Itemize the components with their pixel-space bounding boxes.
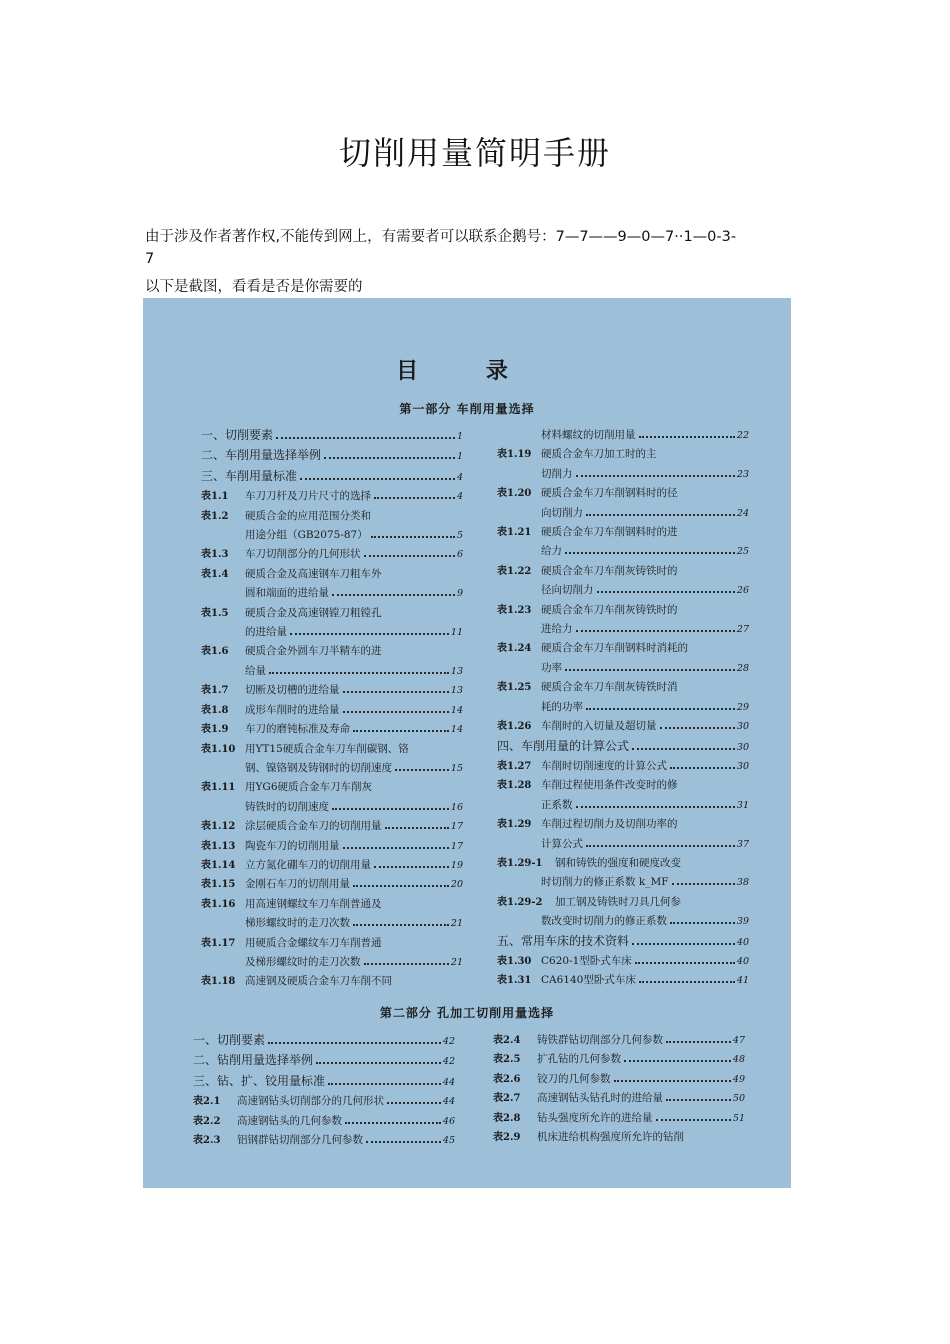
toc-entry [201, 914, 463, 933]
toc-entry [201, 584, 463, 603]
toc-leader-dots [374, 497, 455, 499]
toc-leader-dots [364, 963, 449, 965]
toc-entry [201, 817, 463, 836]
part2-heading: 第二部分 孔加工切削用量选择 [379, 1006, 555, 1020]
toc-entry-label: 表2.2 [193, 1115, 221, 1127]
toc-page-number: 14 [450, 724, 463, 736]
toc-entry [201, 778, 463, 797]
toc-entry [201, 623, 463, 642]
toc-entry-label: 表2.8 [493, 1112, 521, 1124]
toc-page-number: 41 [736, 975, 749, 987]
toc-entry-title: 车削过程切削力及切削功率的 [541, 818, 678, 831]
toc-entry [201, 701, 463, 720]
toc-entry [497, 542, 749, 561]
toc-entry-title: 硬质合金车刀车削钢料时的进 [541, 526, 678, 539]
toc-page-number: 20 [450, 879, 463, 891]
part1-heading: 第一部分 车削用量选择 [399, 402, 535, 416]
toc-entry-label: 表1.7 [201, 685, 229, 697]
toc-entry [497, 523, 749, 542]
toc-entry-title: 扩孔钻的几何参数 [537, 1053, 621, 1066]
part2-left-column [193, 1031, 455, 1150]
toc-entry [497, 796, 749, 815]
toc-entry-title: CA6140型卧式车床 [541, 974, 636, 987]
toc-leader-dots [343, 711, 449, 713]
toc-page-number: 22 [736, 430, 749, 441]
toc-entry-label: 表1.2 [201, 510, 229, 522]
toc-leader-dots [666, 1041, 731, 1043]
toc-entry-title: 硬质合金车刀加工时的主 [541, 448, 657, 461]
toc-page-number: 26 [736, 585, 749, 597]
toc-entry-title: 三、车削用量标准 [201, 468, 298, 483]
toc-page-number: 39 [736, 916, 749, 928]
toc-entry [201, 604, 463, 623]
toc-entry [497, 639, 749, 658]
toc-page-number: 6 [456, 549, 463, 561]
toc-leader-dots [639, 436, 735, 438]
toc-entry-title: 硬质合金车刀车削灰铸铁时消 [541, 681, 678, 694]
toc-entry [493, 1050, 745, 1069]
toc-leader-dots [632, 748, 735, 750]
toc-leader-dots [332, 594, 455, 596]
contact-text: 由于涉及作者著作权,不能传到网上，有需要者可以联系企鹅号：7—7——9—0—7··1—0-3- [145, 229, 737, 245]
toc-entry-title: 硬质合金的应用范围分类和 [245, 509, 371, 522]
toc-entry [497, 835, 749, 854]
toc-entry-title: 径向切削力 [541, 584, 594, 597]
toc-page-number: 17 [450, 821, 463, 833]
toc-entry-title: 高速钢钻头钻孔时的进给量 [537, 1092, 663, 1105]
toc-entry-label: 表1.19 [497, 449, 532, 461]
toc-entry-title: 铰刀的几何参数 [537, 1072, 611, 1085]
toc-entry-title: 钻头强度所允许的进给量 [537, 1111, 653, 1124]
toc-page-number: 25 [736, 546, 749, 558]
toc-entry [201, 487, 463, 506]
toc-entry-title: C620-1型卧式车床 [541, 954, 632, 967]
toc-entry-title: 用YG6硬质合金车刀车削灰 [245, 781, 372, 794]
toc-entry [493, 1089, 745, 1108]
toc-leader-dots [343, 847, 449, 849]
toc-entry [497, 484, 749, 503]
toc-entry-title: 硬质合金车刀车削钢料时的径 [541, 487, 678, 500]
toc-page-number: 30 [736, 721, 749, 733]
toc-page-number: 21 [450, 918, 463, 930]
toc-leader-dots [385, 827, 449, 829]
toc-entry [193, 1051, 455, 1071]
toc-page-number: 17 [450, 840, 463, 852]
toc-page-number: 9 [456, 588, 463, 600]
toc-entry-title: 涂层硬质合金车刀的切削用量 [245, 820, 382, 833]
toc-entry-title: 车削时切削速度的计算公式 [541, 759, 667, 772]
toc-page-number: 4 [456, 491, 463, 503]
toc-entry-title: 硬质合金外圆车刀半精车的进 [245, 645, 382, 658]
toc-entry-label: 表1.14 [201, 859, 236, 871]
toc-entry-title: 金刚石车刀的切削用量 [245, 878, 350, 891]
toc-entry [497, 971, 749, 990]
toc-entry [497, 620, 749, 639]
toc-leader-dots [565, 669, 735, 671]
toc-page-number: 19 [450, 859, 463, 871]
intro-text: 以下是截图，看看是否是你需要的 [145, 279, 363, 295]
toc-entry-title: 加工钢及铸铁时刀具几何参 [555, 895, 681, 908]
toc-entry-title: 车刀的磨钝标准及寿命 [245, 723, 350, 736]
toc-page-number: 13 [450, 685, 463, 697]
toc-entry [201, 545, 463, 564]
toc-entry-label: 表1.9 [201, 724, 229, 736]
toc-entry-title: 车削时的入切量及超切量 [541, 720, 657, 733]
toc-page-number: 27 [736, 624, 749, 636]
toc-entry-title: 切断及切槽的进给量 [245, 684, 340, 697]
toc-entry [497, 678, 749, 697]
toc-entry-label: 表1.29-2 [497, 896, 543, 908]
toc-leader-dots [565, 552, 735, 554]
toc-entry-label: 表1.15 [201, 879, 236, 891]
toc-leader-dots [576, 475, 735, 477]
toc-leader-dots [670, 767, 735, 769]
toc-page-number: 14 [450, 704, 463, 716]
toc-entry-label: 表1.4 [201, 568, 229, 580]
toc-entry-label: 表2.4 [493, 1035, 521, 1046]
toc-entry-title: 计算公式 [541, 837, 583, 850]
toc-entry [497, 426, 749, 445]
toc-entry-title: 硬质合金及高速钢车刀粗车外 [245, 567, 382, 580]
toc-entry [201, 526, 463, 545]
toc-entry [201, 681, 463, 700]
toc-entry-title: 进给力 [541, 623, 573, 636]
toc-leader-dots [300, 478, 455, 480]
toc-entry [497, 659, 749, 678]
toc-leader-dots [656, 1119, 731, 1121]
toc-entry-title: 硬质合金车刀车削灰铸铁时的 [541, 564, 678, 577]
toc-leader-dots [387, 1102, 441, 1104]
toc-page-number: 42 [442, 1036, 455, 1047]
toc-entry [497, 562, 749, 581]
part2-right-column [493, 1031, 745, 1147]
toc-entry [497, 893, 749, 912]
toc-leader-dots [586, 708, 735, 710]
toc-entry-title: 梯形螺纹时的走刀次数 [245, 917, 350, 930]
toc-entry-title: 成形车削时的进给量 [245, 703, 340, 716]
toc-page-number: 30 [736, 760, 749, 772]
toc-entry [497, 815, 749, 834]
toc-page-number: 44 [442, 1076, 455, 1088]
toc-entry-title: 二、钻削用量选择举例 [193, 1053, 314, 1068]
toc-entry [201, 507, 463, 526]
toc-page-number: 49 [732, 1073, 745, 1085]
toc-entry-label: 表1.29-1 [497, 857, 543, 869]
toc-page-number: 44 [442, 1096, 455, 1108]
toc-entry-label: 表1.24 [497, 643, 532, 655]
toc-leader-dots [624, 1060, 731, 1062]
toc-entry [201, 759, 463, 778]
toc-entry-title: 二、车削用量选择举例 [201, 448, 322, 463]
toc-page-number: 4 [456, 471, 463, 483]
toc-page-number: 38 [736, 877, 749, 889]
toc-entry-label: 表1.22 [497, 565, 532, 577]
toc-entry [497, 776, 749, 795]
toc-entry [201, 837, 463, 856]
toc-leader-dots [635, 962, 735, 964]
toc-entry [201, 642, 463, 661]
toc-entry-title: 切削力 [541, 467, 573, 480]
toc-entry-label: 表1.6 [201, 646, 229, 658]
toc-entry-title: 铸铁时的切削速度 [245, 800, 329, 813]
toc-entry-label: 表2.3 [193, 1135, 221, 1147]
toc-leader-dots [632, 943, 735, 945]
toc-entry [201, 426, 463, 446]
toc-entry-title: 给力 [541, 545, 562, 558]
toc-leader-dots [586, 845, 735, 847]
toc-leader-dots [353, 924, 449, 926]
toc-leader-dots [269, 672, 449, 674]
toc-entry-title: 用YT15硬质合金车刀车削碳钢、铬 [245, 742, 409, 755]
toc-page-number: 30 [736, 741, 749, 753]
toc-leader-dots [328, 1083, 441, 1085]
toc-leader-dots [639, 981, 735, 983]
toc-page-number: 1 [456, 451, 463, 463]
toc-entry-label: 表2.7 [493, 1093, 521, 1105]
toc-entry-title: 用高速钢螺纹车刀车削普通及 [245, 897, 382, 910]
toc-entry-title: 用途分组（GB2075-87） [245, 529, 368, 542]
toc-entry-title: 及梯形螺纹时的走刀次数 [245, 955, 361, 968]
toc-entry [193, 1092, 455, 1111]
table-of-contents-scan [143, 298, 791, 1188]
toc-entry-title: 功率 [541, 661, 562, 674]
toc-entry-title: 一、切削要素 [193, 1033, 266, 1047]
toc-entry-title: 数改变时切削力的修正系数 [541, 915, 667, 928]
toc-entry-label: 表1.31 [497, 975, 532, 987]
toc-entry [497, 465, 749, 484]
part1-left-column [201, 426, 463, 992]
toc-page-number: 21 [450, 956, 463, 968]
toc-heading: 目 录 [396, 358, 538, 384]
toc-page-number: 5 [456, 530, 463, 542]
toc-leader-dots [353, 885, 449, 887]
toc-entry-title: 钢、镍铬钢及铸钢时的切削速度 [245, 761, 392, 774]
toc-entry-title: 材料螺纹的切削用量 [541, 429, 636, 441]
toc-entry [493, 1031, 745, 1050]
toc-entry [497, 504, 749, 523]
toc-leader-dots [660, 727, 735, 729]
toc-entry-label: 表2.1 [193, 1096, 221, 1108]
toc-leader-dots [290, 633, 449, 635]
toc-entry-title: 机床进给机构强度所允许的钻削 [537, 1131, 684, 1144]
toc-entry [497, 717, 749, 736]
toc-entry-label: 表1.23 [497, 604, 532, 616]
toc-entry [497, 757, 749, 776]
toc-entry [201, 856, 463, 875]
toc-entry-label: 表1.26 [497, 721, 532, 733]
toc-entry-label: 表1.18 [201, 976, 236, 988]
toc-entry [493, 1109, 745, 1128]
toc-entry-label: 表1.10 [201, 743, 236, 755]
toc-page-number: 37 [736, 838, 749, 850]
toc-leader-dots [364, 555, 455, 557]
toc-entry [497, 601, 749, 620]
toc-page-number: 28 [736, 662, 749, 674]
toc-page-number: 13 [450, 665, 463, 677]
toc-page-number: 47 [732, 1035, 745, 1046]
toc-entry-title: 正系数 [541, 798, 573, 811]
toc-leader-dots [374, 866, 449, 868]
toc-leader-dots [666, 1099, 731, 1101]
toc-entry [201, 953, 463, 972]
toc-page-number: 11 [450, 627, 463, 639]
toc-entry-label: 表1.29 [497, 819, 532, 831]
toc-entry-label: 表1.27 [497, 760, 532, 772]
toc-entry-title: 耗的功率 [541, 700, 583, 713]
toc-entry-title: 硬质合金车刀车削灰铸铁时的 [541, 603, 678, 616]
toc-leader-dots [343, 691, 449, 693]
toc-entry-label: 表1.28 [497, 780, 532, 792]
toc-entry-title: 硬质合金及高速钢镗刀粗镗孔 [245, 606, 382, 619]
toc-entry [201, 740, 463, 759]
toc-entry [497, 854, 749, 873]
toc-entry [493, 1128, 745, 1147]
document-title: 切削用量简明手册 [338, 134, 611, 172]
toc-leader-dots [576, 806, 735, 808]
toc-entry-label: 表1.5 [201, 607, 229, 619]
toc-entry [497, 952, 749, 971]
toc-entry [201, 565, 463, 584]
toc-entry [201, 446, 463, 466]
toc-entry [493, 1070, 745, 1089]
toc-entry-label: 表1.25 [497, 682, 532, 694]
toc-entry [497, 445, 749, 464]
toc-entry-title: 三、钻、扩、铰用量标准 [193, 1073, 326, 1088]
toc-entry-title: 四、车削用量的计算公式 [497, 738, 630, 753]
toc-entry-label: 表1.21 [497, 527, 532, 539]
toc-entry [201, 875, 463, 894]
toc-entry [193, 1112, 455, 1131]
toc-entry [201, 934, 463, 953]
toc-entry [497, 873, 749, 892]
toc-entry [193, 1031, 455, 1051]
toc-entry-title: 高速钢钻头的几何参数 [237, 1114, 342, 1127]
toc-entry-title: 铸铁群钻切削部分几何参数 [537, 1034, 663, 1046]
toc-page-number: 50 [732, 1093, 745, 1105]
toc-entry-label: 表1.16 [201, 898, 236, 910]
toc-leader-dots [366, 1141, 441, 1143]
toc-entry-label: 表2.6 [493, 1073, 521, 1085]
toc-entry-title: 硬质合金车刀车削钢料时消耗的 [541, 642, 688, 655]
toc-entry-title: 车削过程使用条件改变时的修 [541, 779, 678, 792]
toc-entry [201, 895, 463, 914]
toc-leader-dots [353, 730, 449, 732]
toc-page-number: 15 [450, 762, 463, 774]
contact-text-continued: 7 [145, 251, 155, 267]
toc-entry-label: 表1.1 [201, 491, 229, 503]
toc-entry-label: 表2.5 [493, 1054, 521, 1066]
toc-leader-dots [371, 536, 455, 538]
toc-entry-title: 时切削力的修正系数 k_MF [541, 876, 669, 889]
toc-entry-title: 五、常用车床的技术资料 [497, 933, 630, 948]
toc-entry-label: 表1.30 [497, 955, 532, 967]
toc-entry [201, 662, 463, 681]
toc-entry-label: 表1.8 [201, 704, 229, 716]
toc-entry [193, 1072, 455, 1092]
toc-entry-title: 陶瓷车刀的切削用量 [245, 839, 340, 852]
toc-entry-title: 高速钢及硬质合金车刀车削不同 [245, 975, 392, 988]
toc-entry-title: 的进给量 [245, 626, 287, 639]
toc-entry-title: 一、切削要素 [201, 428, 274, 442]
toc-leader-dots [324, 457, 455, 459]
toc-entry-label: 表2.9 [493, 1132, 521, 1144]
toc-leader-dots [670, 922, 735, 924]
toc-entry [497, 698, 749, 717]
toc-page-number: 16 [450, 801, 463, 813]
toc-page-number: 45 [442, 1135, 455, 1147]
toc-leader-dots [672, 883, 735, 885]
toc-entry [201, 720, 463, 739]
toc-entry-title: 用硬质合金螺纹车刀车削普通 [245, 936, 382, 949]
toc-entry-title: 高速钢钻头切削部分的几何形状 [237, 1095, 384, 1108]
toc-entry [193, 1131, 455, 1150]
toc-leader-dots [316, 1062, 441, 1064]
toc-entry-title: 圆和端面的进给量 [245, 587, 329, 600]
toc-entry-title: 车刀切削部分的几何形状 [245, 548, 361, 561]
toc-entry-title: 铝钢群钻切削部分几何参数 [237, 1134, 363, 1147]
toc-page-number: 29 [736, 701, 749, 713]
toc-entry [201, 972, 463, 991]
toc-entry [201, 467, 463, 487]
toc-entry [497, 581, 749, 600]
toc-leader-dots [332, 808, 449, 810]
toc-page-number: 23 [736, 468, 749, 480]
toc-entry-label: 表1.12 [201, 821, 236, 833]
toc-entry-title: 立方氮化硼车刀的切削用量 [245, 858, 371, 871]
toc-entry-label: 表1.20 [497, 488, 532, 500]
toc-leader-dots [268, 1042, 441, 1044]
toc-leader-dots [576, 630, 735, 632]
toc-entry-title: 车刀刀杆及刀片尺寸的选择 [245, 490, 371, 503]
toc-page-number: 1 [456, 431, 463, 442]
toc-page-number: 51 [732, 1112, 745, 1124]
toc-page-number: 48 [732, 1054, 745, 1066]
toc-entry [497, 737, 749, 757]
toc-page-number: 46 [442, 1115, 455, 1127]
toc-page-number: 42 [442, 1056, 455, 1068]
toc-entry-label: 表1.11 [201, 782, 236, 794]
toc-leader-dots [395, 769, 449, 771]
toc-leader-dots [586, 514, 735, 516]
toc-entry-label: 表1.13 [201, 840, 236, 852]
toc-entry-label: 表1.3 [201, 549, 229, 561]
toc-entry [497, 912, 749, 931]
toc-leader-dots [597, 591, 735, 593]
toc-page-number: 40 [736, 955, 749, 967]
toc-leader-dots [276, 437, 455, 439]
toc-entry-title: 钢和铸铁的强度和硬度改变 [555, 856, 681, 869]
toc-page-number: 24 [736, 507, 749, 519]
toc-entry [201, 798, 463, 817]
toc-page-number: 40 [736, 936, 749, 948]
toc-leader-dots [345, 1122, 441, 1124]
toc-entry-title: 给量 [245, 664, 266, 677]
toc-page-number: 31 [736, 799, 749, 811]
toc-entry-title: 向切削力 [541, 506, 583, 519]
toc-entry-label: 表1.17 [201, 937, 236, 949]
toc-leader-dots [614, 1080, 731, 1082]
part1-right-column [497, 426, 749, 991]
toc-entry [497, 932, 749, 952]
